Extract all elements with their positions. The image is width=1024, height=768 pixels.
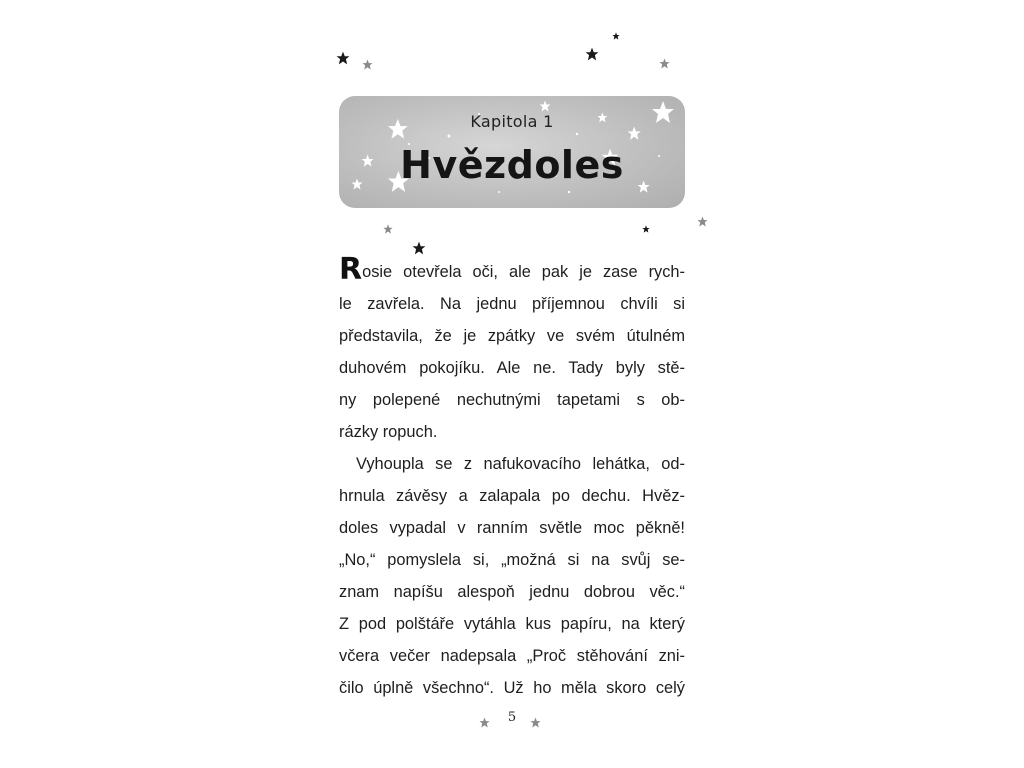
text-line: duhovém pokojíku. Ale ne. Tady byly stě-: [339, 359, 685, 377]
text-line: rázky ropuch.: [339, 423, 438, 441]
text-line: ny polepené nechutnými tapetami s ob-: [339, 391, 685, 409]
chapter-label: Kapitola 1: [470, 112, 554, 131]
star-icon: [336, 51, 350, 65]
star-icon: [479, 717, 490, 728]
text-line: včera večer nadepsala „Proč stěhování zni-: [339, 647, 685, 665]
star-icon: [412, 241, 426, 255]
star-icon: [530, 717, 541, 728]
text-line: doles vypadal v ranním světle moc pěkně!: [339, 519, 685, 537]
text-line: Z pod polštáře vytáhla kus papíru, na který: [339, 615, 685, 633]
text-line: znam napíšu alespoň jednu dobrou věc.“: [339, 583, 685, 601]
text-line: čilo úplně všechno“. Už ho měla skoro celý: [339, 679, 685, 697]
chapter-banner: [339, 96, 685, 208]
star-icon: [642, 225, 650, 233]
star-icon: [612, 32, 620, 40]
text-line: Rosie otevřela oči, ale pak je zase rych-: [339, 252, 685, 287]
body-text: [339, 252, 685, 704]
star-icon: [362, 59, 373, 70]
star-icon: [659, 58, 670, 69]
drop-cap: R: [339, 252, 363, 287]
page-number: 5: [507, 710, 517, 725]
chapter-title: Hvězdoles: [400, 143, 624, 187]
text-line: le zavřela. Na jednu příjemnou chvíli si: [339, 295, 685, 313]
star-icon: [697, 216, 708, 227]
text-line: „No,“ pomyslela si, „možná si na svůj se-: [339, 551, 685, 569]
star-icon: [383, 224, 393, 234]
text-line: hrnula závěsy a zalapala po dechu. Hvěz-: [339, 487, 685, 505]
star-icon: [585, 47, 599, 61]
text-line: představila, že je zpátky ve svém útulném: [339, 327, 685, 345]
text-line: Vyhoupla se z nafukovacího lehátka, od-: [356, 455, 685, 473]
